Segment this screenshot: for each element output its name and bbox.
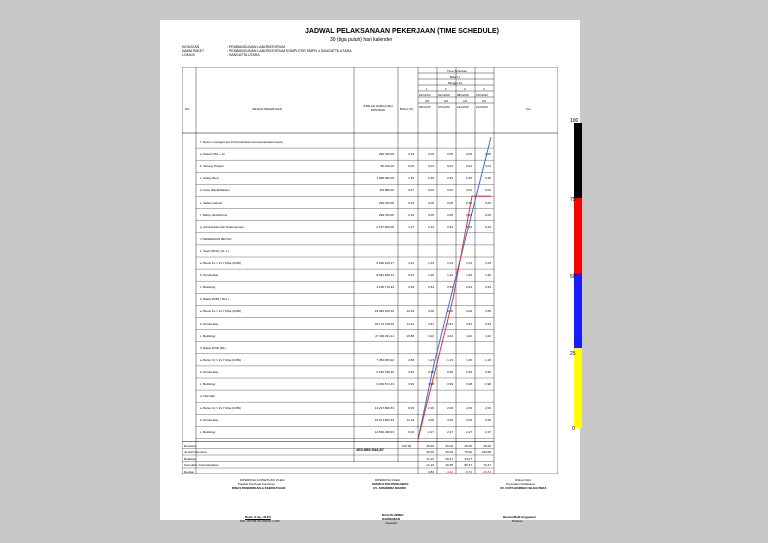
row-harga: 7.354.350,32 xyxy=(376,357,394,362)
row-week-value: 4,22 xyxy=(447,333,453,338)
row-week-value: 0,05 xyxy=(428,200,434,205)
month-header: Bulan 1 xyxy=(450,75,461,79)
page-title: JADWAL PELAKSANAAN PEKERJAAN (TIME SCHEDULE) xyxy=(305,28,499,35)
week-start-date: 15/12/20 xyxy=(476,93,488,97)
row-bobot: 9,09 xyxy=(408,430,414,435)
row-week-value: 0,05 xyxy=(466,212,472,217)
row-bobot: 8,25 xyxy=(408,406,414,411)
row-uraian: 2. Balok 30/50 ( BL1 ) xyxy=(200,297,230,302)
row-uraian: 4. Plat Dak xyxy=(200,394,215,399)
summary-label: Deviasi xyxy=(184,469,194,474)
row-week-value: 1,03 xyxy=(447,261,453,265)
row-week-value: 3,00 xyxy=(447,309,453,314)
row-harga: 6.165.799,46 xyxy=(376,369,394,374)
row-uraian: b. Sarung Tangan xyxy=(200,164,224,169)
week-sd: s/d xyxy=(444,99,449,103)
row-week-value: 0,01 xyxy=(466,164,472,169)
sign-mid-office: Inspektur xyxy=(385,521,398,525)
row-uraian: b. Pembesian xyxy=(200,273,219,278)
row-bobot: 0,19 xyxy=(408,200,414,205)
scale-blue xyxy=(574,273,582,348)
sign-right-role: Kontraktor Pelaksana xyxy=(506,482,535,486)
row-uraian: a. Beton Fc = 21.7 Mpa (K250) xyxy=(200,406,242,411)
row-bobot: 16,88 xyxy=(406,333,414,338)
row-week-value: 0,05 xyxy=(485,200,491,205)
row-uraian: b. Pembesian xyxy=(200,418,219,423)
scale-yellow xyxy=(574,348,582,428)
row-week-value: 2,06 xyxy=(466,406,472,411)
sign-mid-title: DIPERIKSA OLEH : xyxy=(375,478,402,482)
summary-label: Rencana xyxy=(184,443,197,448)
week-end-date: 30/11/20 xyxy=(419,105,431,109)
scale-100: 100 xyxy=(570,118,579,124)
col-harga-header: JUMLAH HARGA (Rp) KONTRAK xyxy=(362,104,393,112)
row-harga: 119.880,00 xyxy=(379,188,394,193)
row-week-value: 0,05 xyxy=(485,152,491,157)
row-week-value: 0,65 xyxy=(447,285,453,290)
row-uraian: I. Sistem management K3 (Kesehatan dan keselamatan kerja) xyxy=(200,140,283,144)
row-week-value: 0,02 xyxy=(485,188,491,193)
row-harga: 2.197.800,00 xyxy=(376,224,394,229)
row-week-value: 2,06 xyxy=(485,406,491,411)
row-week-value: 3,00 xyxy=(428,309,434,314)
row-week-value: 0,05 xyxy=(466,200,472,205)
row-bobot: 5,04 xyxy=(408,273,414,278)
summary-week-value: 21,16 xyxy=(426,463,434,467)
sign-mid-name2: DARMAWAN xyxy=(382,517,400,521)
row-bobot: 3,84 xyxy=(408,369,414,374)
row-bobot: 14,43 xyxy=(406,321,414,326)
summary-week-value: 25,00 xyxy=(445,443,453,448)
row-harga: 89.910,00 xyxy=(380,164,394,169)
row-uraian: I. PEKERJAAN BETON xyxy=(200,236,232,241)
sign-left-name: Noeh, S.Ap., M.Pd xyxy=(245,515,271,519)
row-bobot: 12,03 xyxy=(406,309,414,314)
row-week-value: 0,02 xyxy=(428,188,434,193)
scale-75: 75 xyxy=(570,197,576,203)
summary-week-value: 50,00 xyxy=(445,450,453,454)
page-subtitle: 30 (tiga puluh) hari kalender xyxy=(330,37,393,43)
row-week-value: 0,96 xyxy=(447,369,453,374)
sign-left-org: DINAS PENDIDIKAN & KEBUDAYAAN xyxy=(232,486,286,490)
row-harga: 19.571.551,64 xyxy=(374,418,394,423)
col-no-header: NO xyxy=(185,107,190,111)
col-uraian-header: URAIAN PEKERJAAN xyxy=(252,107,283,111)
row-bobot: 12,19 xyxy=(406,418,414,423)
row-harga: 6.618.915,27 xyxy=(376,261,394,265)
week-number: 1 xyxy=(426,87,428,91)
row-harga: 299.700,00 xyxy=(378,152,394,157)
row-bobot: 0,19 xyxy=(408,212,414,217)
summary-week-value: 21,16 xyxy=(426,456,434,461)
row-week-value: 3,00 xyxy=(485,309,491,314)
row-week-value: 0,05 xyxy=(428,212,434,217)
row-week-value: 3,00 xyxy=(466,309,472,314)
week-end-date: 07/12/20 xyxy=(438,105,450,109)
row-week-value: 0,98 xyxy=(485,382,491,386)
row-week-value: 2,27 xyxy=(447,430,453,435)
row-week-value: 3,05 xyxy=(485,418,491,423)
row-harga: 19.390.915,39 xyxy=(374,309,394,314)
week-sd: s/d xyxy=(482,99,487,103)
row-uraian: a. Beton Fc = 21.7 Mpa (K250) xyxy=(200,309,242,314)
week-end-date: 14/12/20 xyxy=(457,105,469,109)
row-harga: 8.091.188,13 xyxy=(376,273,394,278)
row-harga: 1.998.000,00 xyxy=(376,176,394,181)
row-week-value: 0,64 xyxy=(428,285,434,290)
row-week-value: 0,02 xyxy=(466,188,472,193)
summary-week-value: 25,00 xyxy=(483,443,491,448)
row-week-value: 2,27 xyxy=(428,430,434,435)
summary-week-value: -29,53 xyxy=(482,469,491,474)
row-harga: 4.168.770,94 xyxy=(376,285,394,290)
sign-right-office: Direktur xyxy=(512,519,523,523)
realization-s-curve xyxy=(418,196,491,439)
summary-week-value: -3,42 xyxy=(446,469,453,474)
row-week-value: 1,15 xyxy=(466,357,472,362)
row-bobot: 0,07 xyxy=(408,188,414,193)
row-uraian: a. Beton Fc = 21.7 Mpa (K250) xyxy=(200,261,242,265)
row-week-value: 0,96 xyxy=(485,369,491,374)
row-harga: 13.237.830,53 xyxy=(374,406,394,411)
week-sd: s/d xyxy=(463,99,468,103)
sign-left-nip: NIP. 197708 26 200604 1 005 xyxy=(240,519,280,523)
row-uraian: c. Safety Boot xyxy=(200,176,219,181)
summary-week-value: 100,00 xyxy=(481,450,491,454)
row-week-value: 1,26 xyxy=(428,273,434,278)
row-week-value: 4,22 xyxy=(485,333,491,338)
row-harga: 27.181.811,11 xyxy=(375,333,394,338)
row-uraian: g. Administrasi dan Dokumentasi xyxy=(200,224,244,229)
row-week-value: 0,05 xyxy=(428,152,434,157)
row-week-value: 3,61 xyxy=(466,321,472,326)
week-start-date: 01/12/20 xyxy=(438,93,450,97)
sign-right-org: CV. DUTA BORNEO SEJAHTERA xyxy=(500,486,547,490)
row-week-value: 0,34 xyxy=(428,224,434,229)
row-uraian: b. Pembesian xyxy=(200,369,219,374)
row-week-value: 1,26 xyxy=(447,273,453,278)
schedule-table xyxy=(182,67,558,474)
row-week-value: 3,05 xyxy=(428,418,434,423)
row-week-value: 0,34 xyxy=(447,224,453,229)
summary-week-value: 25,47 xyxy=(445,456,453,461)
col-ket-header: Ket xyxy=(526,107,531,111)
table-border xyxy=(182,67,558,474)
row-week-value: 0,05 xyxy=(485,212,491,217)
row-week-value: 3,61 xyxy=(485,321,491,326)
summary-week-value: 25,00 xyxy=(426,443,434,448)
row-week-value: 0,98 xyxy=(466,382,472,386)
week-sd: s/d xyxy=(425,99,430,103)
summary-week-value: 25,00 xyxy=(464,443,472,448)
scale-black xyxy=(574,123,582,198)
row-week-value: 1,15 xyxy=(485,357,491,362)
week-start-date: 24/11/20 xyxy=(419,93,431,97)
row-week-value: 2,06 xyxy=(428,406,434,411)
row-bobot: 1,30 xyxy=(408,176,414,181)
row-bobot: 0,06 xyxy=(408,164,414,169)
row-week-value: 0,05 xyxy=(447,212,453,217)
summary-total: 160.555.944,87 xyxy=(356,446,384,452)
summary-week-value: 80,47 xyxy=(464,463,472,467)
summary-label: Realisasi xyxy=(184,456,197,461)
time-schedule-header: Time Schedule xyxy=(447,69,467,73)
summary-week-value: 34,07 xyxy=(464,456,472,461)
row-bobot: 1,37 xyxy=(408,224,414,229)
row-harga: 6.303.571,33 xyxy=(376,382,394,386)
row-week-value: 0,64 xyxy=(485,285,491,290)
row-bobot: 2,59 xyxy=(408,285,414,290)
row-uraian: 1. Sloof 30/40 ( SL 1 ) xyxy=(200,248,230,253)
scale-red xyxy=(574,198,582,273)
row-week-value: 1,03 xyxy=(485,261,491,265)
week-start-date: 08/12/20 xyxy=(457,93,469,97)
row-week-value: 0,34 xyxy=(466,224,472,229)
row-week-value: 0,01 xyxy=(447,164,453,169)
summary-week-value: 46,58 xyxy=(445,463,453,467)
summary-bobot: 100,00 xyxy=(402,443,412,448)
summary-label: Jumlah Rencana xyxy=(184,450,207,454)
row-harga: 14.599.438,93 xyxy=(374,430,394,435)
row-week-value: 0,01 xyxy=(485,164,491,169)
week-number: 4 xyxy=(483,87,485,91)
meta-kegiatan: KEGIATAN : PEMBANGUNAN LABORATORIUM xyxy=(182,45,286,49)
row-week-value: 1,26 xyxy=(466,273,472,278)
row-week-value: 0,64 xyxy=(466,285,472,290)
row-week-value: 0,96 xyxy=(428,369,434,374)
row-week-value: 0,35 xyxy=(447,176,453,181)
summary-label: Kumulatif / Keterlambatan xyxy=(184,463,219,467)
row-uraian: a. Beton Fc = 21.7 Mpa (K250) xyxy=(200,357,242,362)
row-week-value: 0,35 xyxy=(485,176,491,181)
row-uraian: c. Bekisting xyxy=(200,285,216,290)
sign-left-title: DIPERIKSA & DISETUJUI OLEH : xyxy=(240,478,286,482)
row-week-value: 4,22 xyxy=(428,333,434,338)
row-bobot: 4,12 xyxy=(408,261,414,265)
row-week-value: 0,01 xyxy=(428,164,434,169)
row-uraian: b. Pembesian xyxy=(200,321,219,326)
week-end-date: 21/12/20 xyxy=(476,105,488,109)
row-week-value: 1,03 xyxy=(466,261,472,265)
summary-week-value: 70,47 xyxy=(483,463,491,467)
meta-paket: NAMA PAKET : PEMBANGUNAN LABORATORIUM KOMPUTER SMPN 4 SANGATTA UTARA xyxy=(182,49,352,53)
row-week-value: 3,05 xyxy=(466,418,472,423)
row-week-value: 1,15 xyxy=(447,357,453,362)
row-week-value: 0,96 xyxy=(466,369,472,374)
row-week-value: 2,27 xyxy=(466,430,472,435)
row-uraian: d. Face Shield/Masker xyxy=(200,188,230,193)
row-week-value: 0,98 xyxy=(428,382,434,386)
row-harga: 299.700,00 xyxy=(378,212,394,217)
row-harga: 299.700,00 xyxy=(378,200,394,205)
row-bobot: 3,93 xyxy=(408,382,414,386)
row-week-value: 3,61 xyxy=(447,321,453,326)
row-week-value: 0,35 xyxy=(428,176,434,181)
row-uraian: 3. Balok 25/40 (BL) xyxy=(200,345,226,350)
row-week-value: 1,03 xyxy=(428,261,434,265)
week-number: 3 xyxy=(464,87,466,91)
sign-mid-org: CV. ARSINDRA MADRU xyxy=(373,486,407,490)
summary-week-value: 75,00 xyxy=(464,450,472,454)
row-uraian: c. Bekisting xyxy=(200,430,216,435)
week-number: 2 xyxy=(445,87,447,91)
progress-scale-bar xyxy=(570,118,582,432)
row-harga: 23.170.748,03 xyxy=(374,321,394,326)
row-week-value: 2,06 xyxy=(447,406,453,411)
meta-lokasi: LOKASI : SANGATTA UTARA xyxy=(182,53,260,57)
table-lines xyxy=(182,67,558,474)
sign-mid-role: KONSULTAN PENGAWAS xyxy=(372,482,409,486)
summary-week-value: 25,00 xyxy=(426,450,434,454)
row-uraian: a. Rokok P3K + isi xyxy=(200,152,225,157)
row-week-value: 3,05 xyxy=(447,418,453,423)
row-week-value: 2,27 xyxy=(485,430,491,435)
summary-week-value: 3,84 xyxy=(428,469,434,474)
row-week-value: 0,34 xyxy=(485,224,491,229)
sign-mid-name: BAGUS HIRMA xyxy=(382,513,404,517)
sign-left-role: Pejabat Pembuat Komitmen xyxy=(238,482,276,486)
row-uraian: c. Bekisting xyxy=(200,382,216,386)
row-week-value: 1,26 xyxy=(485,273,491,278)
row-bobot: 0,19 xyxy=(408,152,414,157)
row-week-value: 4,22 xyxy=(466,333,472,338)
row-uraian: e. Safety Helmet xyxy=(200,200,223,205)
sign-right-name: Bamsu/Rulli Anggraeni xyxy=(503,515,536,519)
row-week-value: 0,02 xyxy=(447,188,453,193)
scale-25: 25 xyxy=(570,351,576,357)
row-uraian: c. Bekisting xyxy=(200,333,216,338)
sign-right-title: Dibuat Oleh: xyxy=(515,478,532,482)
row-week-value: 3,61 xyxy=(428,321,434,326)
row-week-value: 0,05 xyxy=(447,200,453,205)
row-week-value: 0,35 xyxy=(466,176,472,181)
scale-50: 50 xyxy=(570,274,576,280)
col-bobot-header: Bobot (%) xyxy=(400,107,414,111)
row-week-value: 0,99 xyxy=(447,382,453,386)
row-week-value: 1,15 xyxy=(428,357,434,362)
row-week-value: 0,05 xyxy=(466,152,472,157)
row-week-value: 0,05 xyxy=(447,152,453,157)
row-bobot: 4,58 xyxy=(408,357,414,362)
row-uraian: f. Safety Vest/Rompi xyxy=(200,212,228,217)
schedule-sheet xyxy=(160,20,580,525)
summary-week-value: -5,53 xyxy=(465,469,472,474)
scale-0: 0 xyxy=(572,426,575,432)
week-header: Minggu Ke xyxy=(448,81,463,85)
